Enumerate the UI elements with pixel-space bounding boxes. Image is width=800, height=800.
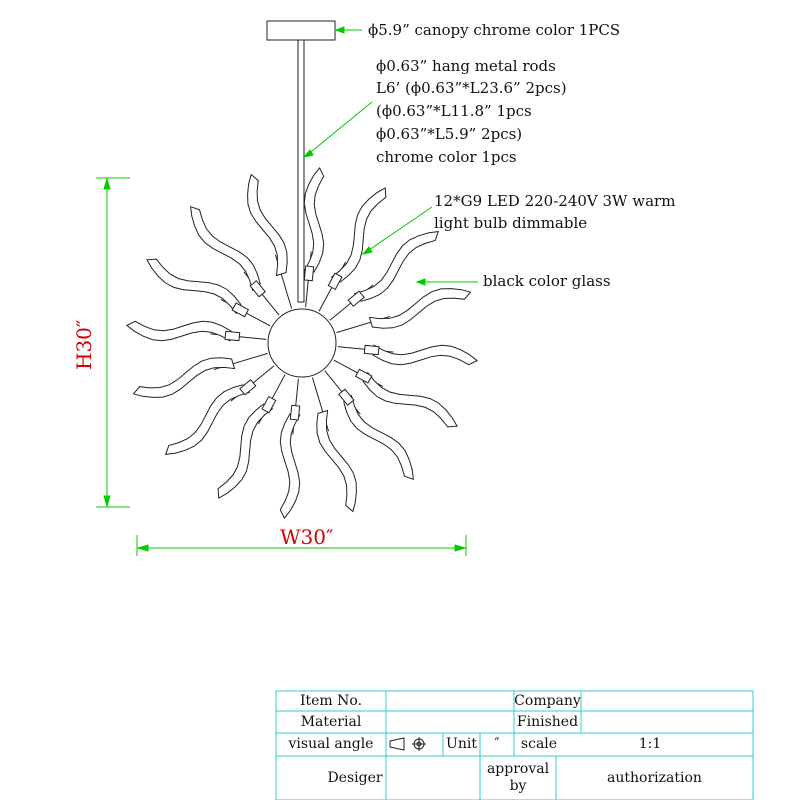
authorization-label: authorization xyxy=(607,769,702,786)
glass-leaf xyxy=(127,321,231,341)
glass-leaf xyxy=(370,289,471,329)
bulb-note-line2: light bulb dimmable xyxy=(434,214,588,232)
unit-label: Unit xyxy=(446,736,477,752)
bulb-leader-arrow xyxy=(363,247,372,254)
g9-bulb xyxy=(328,273,342,289)
g9-bulb xyxy=(225,331,240,340)
finished-label: Finished xyxy=(516,713,579,730)
height-dimension-label: H30″ xyxy=(72,319,96,370)
width-arrow-left xyxy=(138,545,148,551)
rod-leader xyxy=(306,102,372,156)
glass-leaf xyxy=(147,259,241,313)
glass-leaf xyxy=(134,358,235,398)
scale-label: scale xyxy=(520,736,558,752)
canopy-note: ϕ5.9” canopy chrome color 1PCS xyxy=(368,21,621,39)
glass-leader-arrow xyxy=(417,279,425,285)
g9-bulb xyxy=(290,405,299,420)
rods-note-line1: ϕ0.63” hang metal rods xyxy=(376,57,556,75)
glass-leaf xyxy=(280,414,300,518)
rods-note-line5: chrome color 1pcs xyxy=(376,148,517,166)
hanging-rod xyxy=(298,40,304,302)
glass-leaf xyxy=(363,373,457,427)
glass-leaf xyxy=(166,385,250,455)
g9-bulb xyxy=(304,266,313,281)
glass-leaf xyxy=(332,188,386,282)
glass-leaf xyxy=(304,168,324,272)
width-arrow-right xyxy=(455,545,465,551)
glass-leaf xyxy=(218,404,272,498)
height-arrow-bottom xyxy=(104,496,110,506)
canopy-leader-arrow xyxy=(336,27,344,33)
width-dimension-label: W30″ xyxy=(280,525,334,549)
visual-angle-label: visual angle xyxy=(288,736,374,752)
glass-leaf xyxy=(355,232,439,302)
canopy xyxy=(267,21,335,40)
approval-by-label: approval by xyxy=(486,761,550,794)
company-label: Company xyxy=(514,692,581,709)
item-no-value xyxy=(386,691,514,711)
g9-bulb xyxy=(364,345,379,354)
projection-symbol-icon xyxy=(390,737,426,751)
unit-value: ″ xyxy=(494,736,500,752)
glass-leaf xyxy=(344,396,414,480)
scale-value: 1:1 xyxy=(638,736,662,752)
glass-leaf xyxy=(191,207,261,291)
glass-leaf xyxy=(373,345,477,365)
g9-bulb xyxy=(232,303,248,317)
item-no-label: Item No. xyxy=(299,692,363,709)
g9-bulb xyxy=(356,369,372,383)
material-label: Material xyxy=(300,713,362,730)
glass-note: black color glass xyxy=(483,272,611,290)
height-arrow-top xyxy=(104,179,110,189)
bulb-note-line1: 12*G9 LED 220-240V 3W warm xyxy=(434,192,676,210)
glass-leaf xyxy=(248,175,288,276)
designer-label: Desiger xyxy=(327,769,383,786)
g9-bulb xyxy=(262,397,276,413)
glass-leaf xyxy=(317,411,357,512)
rods-note-line4: ϕ0.63”*L5.9” 2pcs) xyxy=(376,125,523,143)
rods-note-line2: L6’ (ϕ0.63”*L23.6” 2pcs) xyxy=(376,79,567,97)
rods-note-line3: (ϕ0.63”*L11.8” 1pcs xyxy=(376,102,532,120)
center-sphere xyxy=(268,309,336,377)
